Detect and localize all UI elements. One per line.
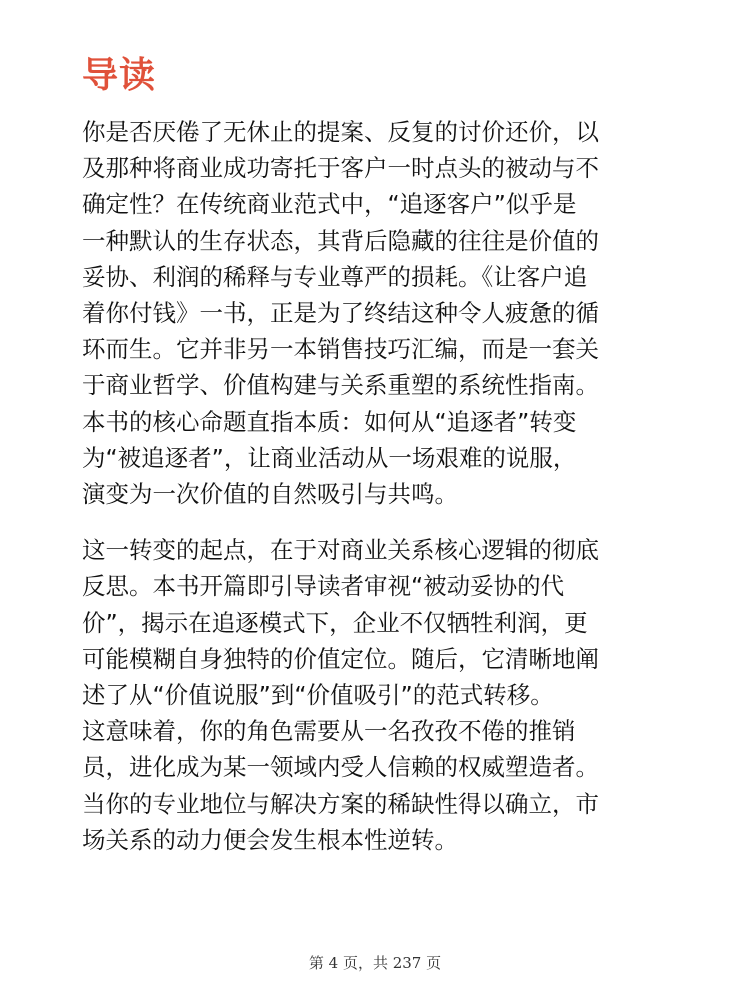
text-line: 述了从“价值说服”到“价值吸引”的范式转移。 [82, 681, 554, 710]
text-line: 反思。本书开篇即引导读者审视“被动妥协的代 [82, 572, 565, 601]
text-line: 及那种将商业成功寄托于客户一时点头的被动与不 [82, 154, 599, 183]
text-line: 本书的核心命题直指本质：如何从“追逐者”转变 [82, 407, 577, 436]
section-heading: 导读 [82, 55, 157, 96]
text-line: 价”，揭示在追逐模式下，企业不仅牺牲利润，更 [82, 608, 588, 637]
text-line: 你是否厌倦了无休止的提案、反复的讨价还价，以 [82, 118, 599, 146]
body-text [82, 114, 682, 858]
text-line: 环而生。它并非另一本销售技巧汇编，而是一套关 [82, 335, 599, 364]
text-line: 一种默认的生存状态，其背后隐藏的往往是价值的 [82, 226, 599, 255]
text-line: 为“被追逐者”，让商业活动从一场艰难的说服， [82, 443, 577, 472]
page-number: 第 4 页，共 237 页 [308, 954, 442, 972]
paragraph-1 [82, 114, 682, 512]
text-line: 这一转变的起点，在于对商业关系核心逻辑的彻底 [82, 536, 599, 565]
text-line: 这意味着，你的角色需要从一名孜孜不倦的推销 [82, 717, 576, 746]
text-line: 当你的专业地位与解决方案的稀缺性得以确立，市 [82, 789, 599, 818]
text-line: 确定性？在传统商业范式中，“追逐客户”似乎是 [82, 190, 577, 219]
text-line: 于商业哲学、价值构建与关系重塑的系统性指南。 [82, 371, 599, 400]
text-line: 可能模糊自身独特的价值定位。随后，它清晰地阐 [82, 644, 599, 673]
text-line: 妥协、利润的稀释与专业尊严的损耗。《让客户追 [82, 262, 588, 291]
text-line: 场关系的动力便会发生根本性逆转。 [82, 825, 458, 854]
text-line: 着你付钱》一书，正是为了终结这种令人疲惫的循 [82, 299, 599, 328]
text-line: 员，进化成为某一领域内受人信赖的权威塑造者。 [82, 753, 599, 782]
text-line: 演变为一次价值的自然吸引与共鸣。 [82, 480, 458, 509]
paragraph-2 [82, 532, 682, 858]
